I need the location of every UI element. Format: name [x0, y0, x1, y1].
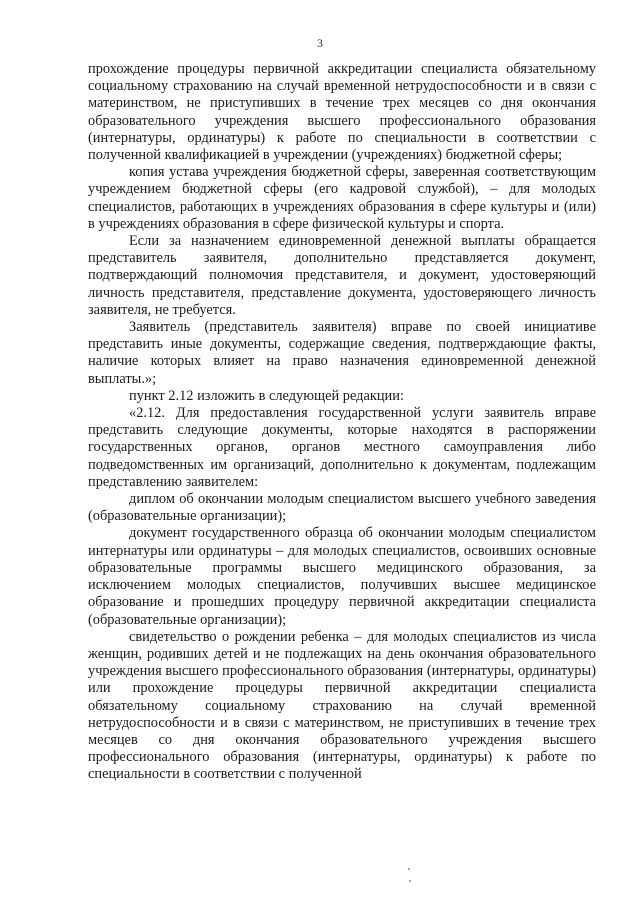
page-number: 3	[317, 36, 323, 50]
scan-speck	[408, 868, 410, 870]
paragraph: пункт 2.12 изложить в следующей редакции:	[129, 387, 404, 404]
paragraph: диплом об окончании молодым специалистом высшего учебного заведения (образовательные организации);	[88, 491, 596, 525]
scan-speck	[409, 880, 411, 882]
paragraph: прохождение процедуры первичной аккредитации специалиста обязательному социальному страхованию на случай временной нетрудоспособности и в связи с материнством, не приступивших в течение трех месяцев со дня окончания образовательного учреждения высшего профессионального образования (интернатуры, ординатуры) к работе по специальности в соответствии с полученной квалификацией в учреждении (учреждениях) бюджетной сферы;	[88, 61, 596, 164]
paragraph: Если за назначением единовременной денежной выплаты обращается представитель заявителя, дополнительно представляется документ, подтверждающий полномочия представителя, и документ, удостоверяющий личность представителя, представление документа, удостоверяющего личность заявителя, не требуется.	[88, 233, 596, 318]
paragraph: копия устава учреждения бюджетной сферы, заверенная соответствующим учреждением бюджетной сферы (его кадровой службой), – для молодых специалистов, работающих в учреждениях образования в сфере культуры и (или) в учреждениях образования в сфере физической культуры и спорта.	[88, 164, 596, 232]
paragraph: Заявитель (представитель заявителя) вправе по своей инициативе представить иные документы, содержащие сведения, подтверждающие факты, наличие которых влияет на право назначения единовременной денежной выплаты.»;	[88, 319, 596, 387]
document-body	[88, 61, 596, 784]
paragraph: «2.12. Для предоставления государственной услуги заявитель вправе представить следующие документы, которые находятся в распоряжении государственных органов, органов местного самоуправления либо подведомственных им организаций, дополнительно к документам, подлежащим представлению заявителем:	[88, 405, 596, 490]
paragraph: документ государственного образца об окончании молодым специалистом интернатуры или ординатуры – для молодых специалистов, освоивших основные образовательные программы высшего медицинского образования, за исключением молодых специалистов, получивших высшее медицинское образование и прошедших процедуру первичной аккредитации специалиста (образовательные организации);	[88, 525, 596, 628]
paragraph: свидетельство о рождении ребенка – для молодых специалистов из числа женщин, родивших детей и не подлежащих на день окончания образовательного учреждения высшего профессионального образования (интернатуры, ординатуры) или прохождение процедуры первичной аккредитации специалиста обязательному социальному страхованию на случай временной нетрудоспособности и в связи с материнством, не приступивших в течение трех месяцев со дня окончания образовательного учреждения высшего профессионального образования (интернатуры, ординатуры) к работе по специальности в соответствии с полученной	[88, 628, 596, 783]
